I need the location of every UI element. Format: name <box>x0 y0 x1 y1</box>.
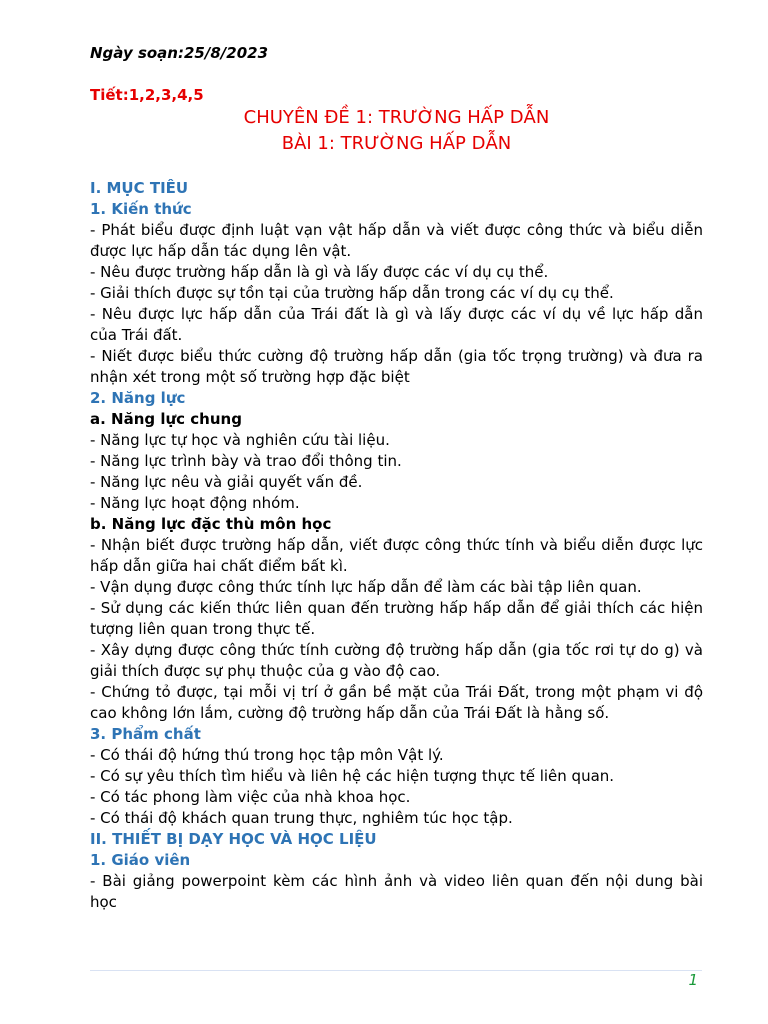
specific-competence-item: - Vận dụng được công thức tính lực hấp dẫn để làm các bài tập liên quan. <box>90 578 642 596</box>
quality-item: - Có sự yêu thích tìm hiểu và liên hệ các hiện tượng thực tế liên quan. <box>90 767 615 785</box>
knowledge-item: - Giải thích được sự tồn tại của trường hấp dẫn trong các ví dụ cụ thể. <box>90 284 614 302</box>
knowledge-item: - Phát biểu được định luật vạn vật hấp dẫn và viết được công thức và biểu diễn được lực hấp dẫn tác dụng lên vật. <box>90 221 703 260</box>
competence-heading: 2. Năng lực <box>90 389 186 407</box>
qualities-heading: 3. Phẩm chất <box>90 725 201 743</box>
specific-competence-item: - Nhận biết được trường hấp dẫn, viết được công thức tính và biểu diễn được lực hấp dẫn giữa hai chất điểm bất kì. <box>90 536 703 575</box>
page-number: 1 <box>688 971 698 989</box>
date-line: Ngày soạn:25/8/2023 <box>90 44 269 62</box>
general-competence-item: - Năng lực hoạt động nhóm. <box>90 494 300 512</box>
general-competence-item: - Năng lực trình bày và trao đổi thông tin. <box>90 452 402 470</box>
period-line: Tiết:1,2,3,4,5 <box>90 86 204 104</box>
quality-item: - Có thái độ hứng thú trong học tập môn Vật lý. <box>90 746 444 764</box>
lesson-title: BÀI 1: TRƯỜNG HẤP DẪN <box>281 133 512 154</box>
specific-competence-item: - Sử dụng các kiến thức liên quan đến trường hấp hấp dẫn để giải thích các hiện tượng liên quan trong thực tế. <box>90 599 703 638</box>
knowledge-heading: 1. Kiến thức <box>90 200 192 218</box>
teacher-item: - Bài giảng powerpoint kèm các hình ảnh và video liên quan đến nội dung bài học <box>90 872 703 911</box>
equipment-heading: II. THIẾT BỊ DẠY HỌC VÀ HỌC LIỆU <box>90 830 377 848</box>
specific-competence-item: - Xây dựng được công thức tính cường độ trường hấp dẫn (gia tốc rơi tự do g) và giải thích được sự phụ thuộc của g vào độ cao. <box>90 641 703 680</box>
quality-item: - Có tác phong làm việc của nhà khoa học. <box>90 788 411 806</box>
teacher-heading: 1. Giáo viên <box>90 851 191 869</box>
topic-title: CHUYÊN ĐỀ 1: TRƯỜNG HẤP DẪN <box>243 107 550 128</box>
quality-item: - Có thái độ khách quan trung thực, nghiêm túc học tập. <box>90 809 513 827</box>
knowledge-item: - Nêu được trường hấp dẫn là gì và lấy được các ví dụ cụ thể. <box>90 263 549 281</box>
general-competence-item: - Năng lực tự học và nghiên cứu tài liệu. <box>90 431 390 449</box>
specific-competence-heading: b. Năng lực đặc thù môn học <box>90 515 332 533</box>
specific-competence-item: - Chứng tỏ được, tại mỗi vị trí ở gần bề mặt của Trái Đất, trong một phạm vi độ cao không lớn lắm, cường độ trường hấp dẫn của Trái Đất là hằng số. <box>90 683 703 722</box>
general-competence-heading: a. Năng lực chung <box>90 410 242 428</box>
footer-divider <box>90 970 702 971</box>
knowledge-item: - Nêu được lực hấp dẫn của Trái đất là gì và lấy được các ví dụ về lực hấp dẫn của Trái đất. <box>90 305 703 344</box>
section-objectives-heading: I. MỤC TIÊU <box>90 179 189 197</box>
general-competence-item: - Năng lực nêu và giải quyết vấn đề. <box>90 473 363 491</box>
document-page <box>90 40 703 913</box>
knowledge-item: - Niết được biểu thức cường độ trường hấp dẫn (gia tốc trọng trường) và đưa ra nhận xét trong một số trường hợp đặc biệt <box>90 347 703 386</box>
